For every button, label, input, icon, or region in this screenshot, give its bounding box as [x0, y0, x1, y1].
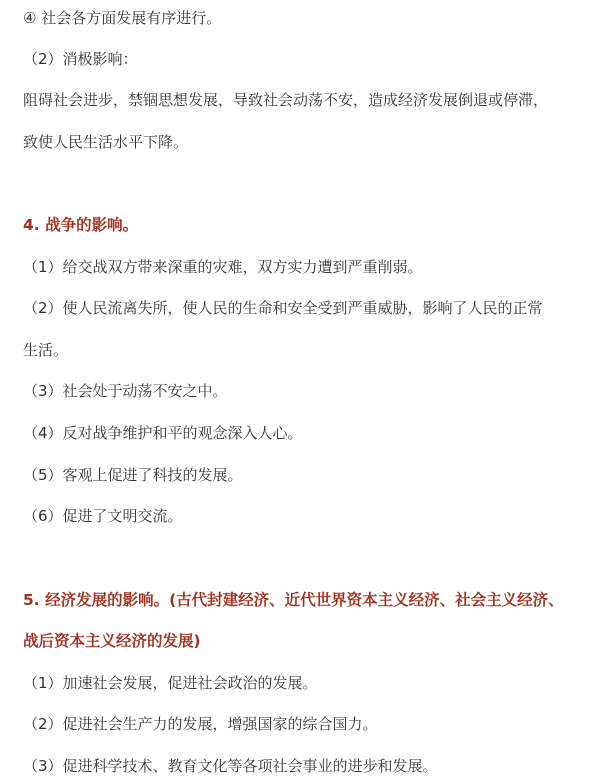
text-line: （3）社会处于动荡不安之中。 — [23, 382, 228, 400]
text-line: 生活。 — [23, 341, 69, 359]
text-line: （1）给交战双方带来深重的灾难，双方实力遭到严重削弱。 — [23, 258, 423, 276]
section-heading-5-cont: 战后资本主义经济的发展) — [23, 632, 201, 650]
section-heading-5: 5. 经济发展的影响。(古代封建经济、近代世界资本主义经济、社会主义经济、 — [23, 591, 564, 609]
text-line: （2）使人民流离失所，使人民的生命和安全受到严重威胁，影响了人民的正常 — [23, 299, 543, 317]
text-line: （4）反对战争维护和平的观念深入人心。 — [23, 424, 303, 442]
text-line: （5）客观上促进了科技的发展。 — [23, 466, 243, 484]
text-line: 致使人民生活水平下降。 — [23, 133, 189, 151]
text-line: （3）促进科学技术、教育文化等各项社会事业的进步和发展。 — [23, 757, 438, 775]
text-line: ④ 社会各方面发展有序进行。 — [23, 9, 222, 27]
text-line: （6）促进了文明交流。 — [23, 507, 183, 525]
section-heading-4: 4. 战争的影响。 — [23, 216, 139, 234]
text-line: 阻碍社会进步，禁锢思想发展，导致社会动荡不安，造成经济发展倒退或停滞， — [23, 91, 549, 109]
text-line: （2）促进社会生产力的发展，增强国家的综合国力。 — [23, 715, 378, 733]
text-line: （2）消极影响： — [23, 50, 138, 68]
text-line: （1）加速社会发展，促进社会政治的发展。 — [23, 674, 318, 692]
